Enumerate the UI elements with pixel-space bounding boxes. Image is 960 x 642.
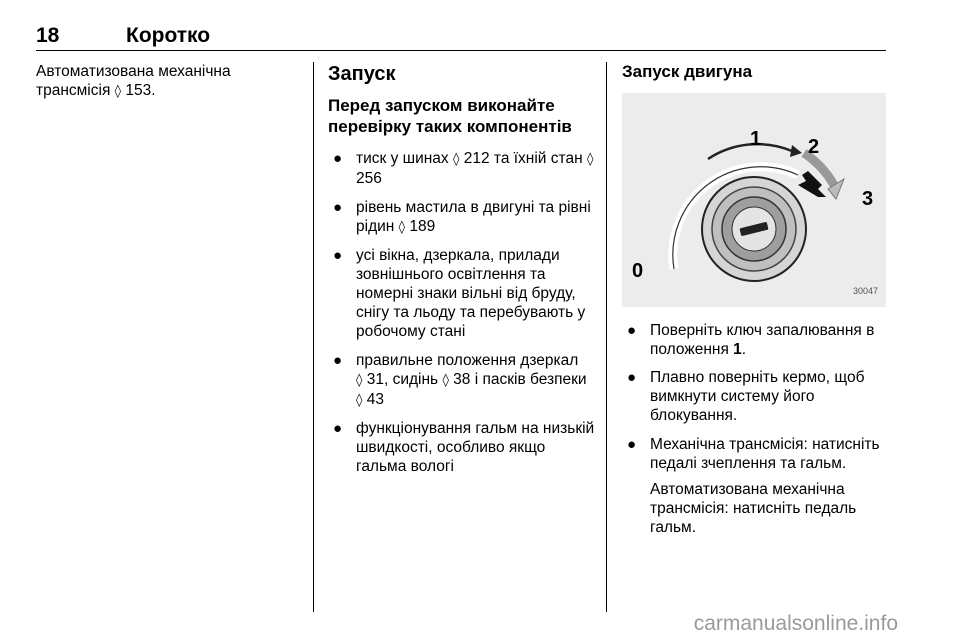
- list-item: [328, 351, 596, 410]
- figure-code: 30047: [852, 285, 878, 296]
- item-text: рівень мастила в двигуні та рівні рідин: [356, 198, 591, 235]
- bullet-icon: ●: [333, 351, 343, 369]
- item-text: 189: [405, 217, 436, 235]
- page-ref-icon: ◊: [356, 372, 363, 388]
- arrowhead-icon: [790, 145, 802, 157]
- page-ref-icon: ◊: [442, 372, 449, 388]
- item-text: усі вікна, дзеркала, прилади зовнішнього освітлення та номерні знаки вільні від бруду, снігу та льоду та перебувають у робочому стані: [356, 247, 586, 340]
- item-text: 212 та їхній стан: [459, 150, 587, 167]
- page-ref-icon: ◊: [114, 84, 122, 99]
- list-item: [328, 198, 596, 237]
- bullet-icon: ●: [627, 321, 637, 339]
- item-text: 43: [362, 390, 384, 408]
- paragraph-text: Автоматизована механічна трансмісія: [36, 63, 231, 99]
- ignition-lock-illustration: [622, 93, 886, 307]
- item-text: 38 і пасків безпеки: [448, 370, 587, 388]
- page-ref-icon: ◊: [356, 392, 363, 408]
- item-text: Поверніть ключ запалювання в положення: [650, 321, 875, 358]
- column-middle: [328, 62, 596, 486]
- subsection-title: Перед запуском виконайте перевірку таких компонентів: [328, 96, 572, 136]
- start-steps: [622, 321, 890, 537]
- list-item: [622, 435, 890, 537]
- position-label-3: 3: [862, 187, 874, 210]
- list-item: [328, 149, 596, 188]
- item-text: Плавно поверніть кермо, щоб вимкнути систему його блокування.: [650, 369, 865, 424]
- section-title: Запуск: [328, 63, 396, 85]
- page-number: 18: [36, 24, 60, 47]
- page-ref: 153.: [125, 82, 156, 99]
- list-item: [622, 368, 890, 425]
- watermark: carmanualsonline.info: [693, 612, 898, 635]
- item-text: правильне положення дзеркал: [356, 351, 579, 369]
- column-right: [622, 62, 890, 546]
- item-text: 256: [356, 170, 382, 187]
- item-text: функціонування гальм на низькій швидкості, особливо якщо гальма вологі: [356, 420, 595, 475]
- bullet-icon: ●: [333, 150, 343, 167]
- position-label-1: 1: [750, 127, 762, 150]
- item-text: 31, сидінь: [362, 370, 443, 388]
- item-text: .: [741, 340, 747, 358]
- list-item: [328, 419, 596, 476]
- ignition-figure: [622, 93, 886, 307]
- bullet-icon: ●: [627, 435, 637, 453]
- page-header: [36, 24, 886, 51]
- page-ref-icon: ◊: [398, 219, 406, 235]
- item-subparagraph: Автоматизована механічна трансмісія: натисніть педаль гальм.: [650, 480, 857, 536]
- chapter-title: Коротко: [126, 24, 211, 47]
- column-divider: [313, 62, 314, 612]
- page-ref-icon: ◊: [452, 152, 460, 167]
- bullet-icon: ●: [627, 369, 637, 386]
- item-text: Механічна трансмісія: натисніть педалі зчеплення та гальм.: [650, 435, 880, 472]
- checklist: [328, 149, 596, 476]
- item-text-bold: 1: [733, 340, 742, 358]
- bullet-icon: ●: [333, 198, 343, 216]
- subsection-title: Запуск двигуна: [622, 62, 753, 81]
- page-ref-icon: ◊: [586, 152, 594, 167]
- list-item: [328, 246, 596, 341]
- item-text: тиск у шинах: [356, 150, 453, 167]
- position-label-0: 0: [632, 259, 644, 282]
- bullet-icon: ●: [333, 247, 343, 264]
- position-label-2: 2: [808, 135, 820, 158]
- list-item: [622, 321, 890, 359]
- column-left: [36, 62, 298, 101]
- bullet-icon: ●: [333, 420, 343, 437]
- column-divider: [606, 62, 607, 612]
